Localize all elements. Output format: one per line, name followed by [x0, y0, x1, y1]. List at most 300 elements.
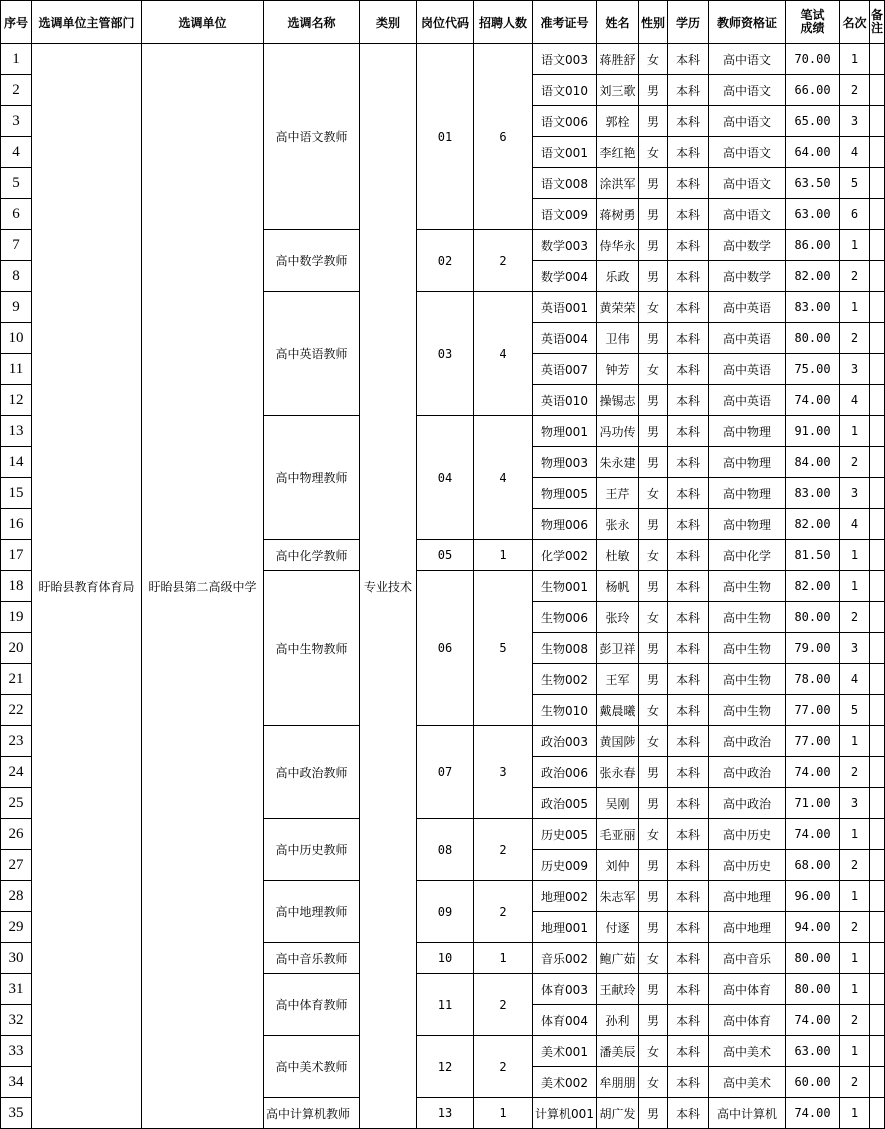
score-cell: 77.00: [786, 695, 840, 726]
rank-cell: 1: [840, 540, 870, 571]
gender-cell: 女: [639, 354, 668, 385]
position-name-cell: 高中美术教师: [264, 1036, 360, 1098]
name-cell: 付逐: [597, 912, 639, 943]
rank-cell: 4: [840, 385, 870, 416]
rank-cell: 2: [840, 912, 870, 943]
cert-cell: 高中数学: [709, 230, 786, 261]
score-cell: 60.00: [786, 1067, 840, 1098]
exam-no-cell: 地理001: [533, 912, 597, 943]
name-cell: 张玲: [597, 602, 639, 633]
education-cell: 本科: [668, 726, 709, 757]
score-cell: 82.00: [786, 261, 840, 292]
note-cell: [870, 1067, 885, 1098]
name-cell: 朱志军: [597, 881, 639, 912]
cert-cell: 高中历史: [709, 819, 786, 850]
seq-cell: 27: [1, 850, 32, 881]
rank-cell: 1: [840, 974, 870, 1005]
score-cell: 79.00: [786, 633, 840, 664]
note-cell: [870, 292, 885, 323]
cert-cell: 高中物理: [709, 509, 786, 540]
gender-cell: 男: [639, 881, 668, 912]
exam-no-cell: 美术002: [533, 1067, 597, 1098]
education-cell: 本科: [668, 261, 709, 292]
score-cell: 94.00: [786, 912, 840, 943]
gender-cell: 男: [639, 788, 668, 819]
cert-cell: 高中历史: [709, 850, 786, 881]
name-cell: 蒋树勇: [597, 199, 639, 230]
exam-no-cell: 生物006: [533, 602, 597, 633]
education-cell: 本科: [668, 788, 709, 819]
header-rank: 名次: [840, 1, 870, 44]
gender-cell: 男: [639, 664, 668, 695]
header-education: 学历: [668, 1, 709, 44]
header-note: 备注: [870, 1, 885, 44]
position-name-cell: 高中语文教师: [264, 44, 360, 230]
note-cell: [870, 633, 885, 664]
exam-no-cell: 体育004: [533, 1005, 597, 1036]
exam-no-cell: 化学002: [533, 540, 597, 571]
exam-no-cell: 语文010: [533, 75, 597, 106]
rank-cell: 2: [840, 850, 870, 881]
position-name-cell: 高中生物教师: [264, 571, 360, 726]
count-cell: 4: [474, 292, 533, 416]
score-cell: 74.00: [786, 757, 840, 788]
position-name-cell: 高中体育教师: [264, 974, 360, 1036]
gender-cell: 男: [639, 323, 668, 354]
table-row: [1, 44, 885, 75]
exam-no-cell: 地理002: [533, 881, 597, 912]
cert-cell: 高中英语: [709, 354, 786, 385]
exam-no-cell: 历史009: [533, 850, 597, 881]
rank-cell: 2: [840, 261, 870, 292]
name-cell: 蒋胜舒: [597, 44, 639, 75]
name-cell: 戴晨曦: [597, 695, 639, 726]
header-score: 笔试成绩: [786, 1, 840, 44]
gender-cell: 男: [639, 106, 668, 137]
cert-cell: 高中生物: [709, 571, 786, 602]
seq-cell: 14: [1, 447, 32, 478]
score-cell: 83.00: [786, 478, 840, 509]
gender-cell: 女: [639, 695, 668, 726]
score-cell: 74.00: [786, 385, 840, 416]
rank-cell: 1: [840, 416, 870, 447]
header-unit: 选调单位: [142, 1, 264, 44]
gender-cell: 男: [639, 168, 668, 199]
note-cell: [870, 757, 885, 788]
education-cell: 本科: [668, 850, 709, 881]
cert-cell: 高中生物: [709, 695, 786, 726]
name-cell: 张永春: [597, 757, 639, 788]
score-cell: 96.00: [786, 881, 840, 912]
education-cell: 本科: [668, 602, 709, 633]
cert-cell: 高中语文: [709, 44, 786, 75]
header-category: 类别: [360, 1, 417, 44]
position-name-cell: 高中化学教师: [264, 540, 360, 571]
seq-cell: 4: [1, 137, 32, 168]
name-cell: 王献玲: [597, 974, 639, 1005]
header-dept: 选调单位主管部门: [32, 1, 142, 44]
gender-cell: 男: [639, 230, 668, 261]
score-cell: 91.00: [786, 416, 840, 447]
education-cell: 本科: [668, 881, 709, 912]
count-cell: 6: [474, 44, 533, 230]
gender-cell: 男: [639, 75, 668, 106]
note-cell: [870, 1036, 885, 1067]
seq-cell: 32: [1, 1005, 32, 1036]
note-cell: [870, 385, 885, 416]
education-cell: 本科: [668, 664, 709, 695]
seq-cell: 31: [1, 974, 32, 1005]
note-cell: [870, 106, 885, 137]
position-code-cell: 08: [417, 819, 474, 881]
seq-cell: 7: [1, 230, 32, 261]
name-cell: 卫伟: [597, 323, 639, 354]
education-cell: 本科: [668, 416, 709, 447]
note-cell: [870, 726, 885, 757]
gender-cell: 男: [639, 912, 668, 943]
rank-cell: 1: [840, 943, 870, 974]
seq-cell: 18: [1, 571, 32, 602]
rank-cell: 1: [840, 726, 870, 757]
cert-cell: 高中政治: [709, 726, 786, 757]
exam-no-cell: 计算机001: [533, 1098, 597, 1129]
education-cell: 本科: [668, 819, 709, 850]
name-cell: 刘三歌: [597, 75, 639, 106]
cert-cell: 高中物理: [709, 478, 786, 509]
position-name-cell: 高中政治教师: [264, 726, 360, 819]
education-cell: 本科: [668, 1036, 709, 1067]
note-cell: [870, 509, 885, 540]
rank-cell: 3: [840, 788, 870, 819]
score-cell: 80.00: [786, 602, 840, 633]
exam-no-cell: 语文008: [533, 168, 597, 199]
exam-no-cell: 数学003: [533, 230, 597, 261]
seq-cell: 29: [1, 912, 32, 943]
count-cell: 2: [474, 881, 533, 943]
note-cell: [870, 850, 885, 881]
cert-cell: 高中英语: [709, 292, 786, 323]
cert-cell: 高中英语: [709, 385, 786, 416]
gender-cell: 女: [639, 540, 668, 571]
seq-cell: 24: [1, 757, 32, 788]
education-cell: 本科: [668, 571, 709, 602]
score-cell: 74.00: [786, 1098, 840, 1129]
cert-cell: 高中英语: [709, 323, 786, 354]
exam-no-cell: 历史005: [533, 819, 597, 850]
exam-no-cell: 语文003: [533, 44, 597, 75]
cert-cell: 高中音乐: [709, 943, 786, 974]
education-cell: 本科: [668, 1067, 709, 1098]
name-cell: 李红艳: [597, 137, 639, 168]
name-cell: 吴刚: [597, 788, 639, 819]
exam-no-cell: 数学004: [533, 261, 597, 292]
note-cell: [870, 540, 885, 571]
note-cell: [870, 788, 885, 819]
name-cell: 郭栓: [597, 106, 639, 137]
rank-cell: 1: [840, 1098, 870, 1129]
gender-cell: 女: [639, 292, 668, 323]
gender-cell: 男: [639, 261, 668, 292]
position-code-cell: 05: [417, 540, 474, 571]
rank-cell: 3: [840, 354, 870, 385]
gender-cell: 男: [639, 199, 668, 230]
cert-cell: 高中地理: [709, 881, 786, 912]
seq-cell: 16: [1, 509, 32, 540]
score-cell: 70.00: [786, 44, 840, 75]
name-cell: 黄国陟: [597, 726, 639, 757]
education-cell: 本科: [668, 1005, 709, 1036]
rank-cell: 6: [840, 199, 870, 230]
score-cell: 81.50: [786, 540, 840, 571]
count-cell: 1: [474, 540, 533, 571]
score-cell: 75.00: [786, 354, 840, 385]
cert-cell: 高中语文: [709, 75, 786, 106]
rank-cell: 1: [840, 230, 870, 261]
seq-cell: 25: [1, 788, 32, 819]
gender-cell: 女: [639, 943, 668, 974]
header-seq: 序号: [1, 1, 32, 44]
score-cell: 71.00: [786, 788, 840, 819]
name-cell: 黄荣荣: [597, 292, 639, 323]
count-cell: 3: [474, 726, 533, 819]
seq-cell: 17: [1, 540, 32, 571]
note-cell: [870, 168, 885, 199]
exam-no-cell: 生物002: [533, 664, 597, 695]
education-cell: 本科: [668, 385, 709, 416]
name-cell: 张永: [597, 509, 639, 540]
gender-cell: 女: [639, 478, 668, 509]
cert-cell: 高中数学: [709, 261, 786, 292]
score-cell: 64.00: [786, 137, 840, 168]
rank-cell: 2: [840, 1067, 870, 1098]
rank-cell: 4: [840, 137, 870, 168]
seq-cell: 6: [1, 199, 32, 230]
cert-cell: 高中物理: [709, 416, 786, 447]
seq-cell: 9: [1, 292, 32, 323]
note-cell: [870, 881, 885, 912]
note-cell: [870, 819, 885, 850]
seq-cell: 8: [1, 261, 32, 292]
rank-cell: 1: [840, 44, 870, 75]
rank-cell: 2: [840, 757, 870, 788]
exam-no-cell: 政治003: [533, 726, 597, 757]
header-exam-no: 准考证号: [533, 1, 597, 44]
cert-cell: 高中化学: [709, 540, 786, 571]
header-count: 招聘人数: [474, 1, 533, 44]
position-code-cell: 01: [417, 44, 474, 230]
position-name-cell: 高中音乐教师: [264, 943, 360, 974]
rank-cell: 2: [840, 602, 870, 633]
note-cell: [870, 1005, 885, 1036]
seq-cell: 35: [1, 1098, 32, 1129]
gender-cell: 女: [639, 1036, 668, 1067]
cert-cell: 高中体育: [709, 1005, 786, 1036]
score-cell: 82.00: [786, 571, 840, 602]
rank-cell: 5: [840, 695, 870, 726]
rank-cell: 5: [840, 168, 870, 199]
seq-cell: 11: [1, 354, 32, 385]
position-code-cell: 06: [417, 571, 474, 726]
exam-no-cell: 美术001: [533, 1036, 597, 1067]
note-cell: [870, 912, 885, 943]
seq-cell: 30: [1, 943, 32, 974]
note-cell: [870, 261, 885, 292]
rank-cell: 1: [840, 819, 870, 850]
name-cell: 侍华永: [597, 230, 639, 261]
rank-cell: 2: [840, 323, 870, 354]
education-cell: 本科: [668, 447, 709, 478]
count-cell: 1: [474, 1098, 533, 1129]
exam-no-cell: 英语010: [533, 385, 597, 416]
score-cell: 63.00: [786, 199, 840, 230]
seq-cell: 12: [1, 385, 32, 416]
position-code-cell: 11: [417, 974, 474, 1036]
count-cell: 5: [474, 571, 533, 726]
position-name-cell: 高中英语教师: [264, 292, 360, 416]
score-cell: 68.00: [786, 850, 840, 881]
rank-cell: 1: [840, 292, 870, 323]
header-row: [1, 1, 885, 44]
note-cell: [870, 1098, 885, 1129]
note-cell: [870, 137, 885, 168]
rank-cell: 3: [840, 478, 870, 509]
exam-no-cell: 语文001: [533, 137, 597, 168]
position-code-cell: 03: [417, 292, 474, 416]
category-cell: 专业技术: [360, 44, 417, 1129]
cert-cell: 高中语文: [709, 199, 786, 230]
seq-cell: 33: [1, 1036, 32, 1067]
cert-cell: 高中体育: [709, 974, 786, 1005]
exam-no-cell: 体育003: [533, 974, 597, 1005]
gender-cell: 女: [639, 602, 668, 633]
exam-no-cell: 生物001: [533, 571, 597, 602]
rank-cell: 1: [840, 1036, 870, 1067]
score-cell: 80.00: [786, 323, 840, 354]
exam-no-cell: 物理006: [533, 509, 597, 540]
position-code-cell: 04: [417, 416, 474, 540]
name-cell: 牟朋朋: [597, 1067, 639, 1098]
cert-cell: 高中语文: [709, 137, 786, 168]
header-cert: 教师资格证: [709, 1, 786, 44]
cert-cell: 高中生物: [709, 633, 786, 664]
seq-cell: 19: [1, 602, 32, 633]
gender-cell: 男: [639, 416, 668, 447]
gender-cell: 女: [639, 1067, 668, 1098]
rank-cell: 1: [840, 881, 870, 912]
seq-cell: 34: [1, 1067, 32, 1098]
seq-cell: 21: [1, 664, 32, 695]
seq-cell: 2: [1, 75, 32, 106]
rank-cell: 3: [840, 106, 870, 137]
count-cell: 2: [474, 819, 533, 881]
gender-cell: 男: [639, 385, 668, 416]
header-position-name: 选调名称: [264, 1, 360, 44]
cert-cell: 高中美术: [709, 1036, 786, 1067]
exam-no-cell: 英语004: [533, 323, 597, 354]
rank-cell: 2: [840, 447, 870, 478]
gender-cell: 男: [639, 757, 668, 788]
education-cell: 本科: [668, 75, 709, 106]
gender-cell: 女: [639, 726, 668, 757]
education-cell: 本科: [668, 230, 709, 261]
name-cell: 操锡志: [597, 385, 639, 416]
exam-no-cell: 政治005: [533, 788, 597, 819]
education-cell: 本科: [668, 757, 709, 788]
position-code-cell: 07: [417, 726, 474, 819]
gender-cell: 男: [639, 850, 668, 881]
note-cell: [870, 571, 885, 602]
gender-cell: 男: [639, 571, 668, 602]
exam-no-cell: 政治006: [533, 757, 597, 788]
count-cell: 2: [474, 974, 533, 1036]
position-name-cell: 高中历史教师: [264, 819, 360, 881]
score-cell: 74.00: [786, 1005, 840, 1036]
education-cell: 本科: [668, 199, 709, 230]
position-code-cell: 10: [417, 943, 474, 974]
education-cell: 本科: [668, 540, 709, 571]
name-cell: 乐政: [597, 261, 639, 292]
exam-no-cell: 英语001: [533, 292, 597, 323]
exam-no-cell: 生物010: [533, 695, 597, 726]
position-code-cell: 12: [417, 1036, 474, 1098]
name-cell: 鲍广茹: [597, 943, 639, 974]
count-cell: 2: [474, 1036, 533, 1098]
education-cell: 本科: [668, 974, 709, 1005]
seq-cell: 13: [1, 416, 32, 447]
note-cell: [870, 602, 885, 633]
count-cell: 2: [474, 230, 533, 292]
rank-cell: 2: [840, 1005, 870, 1036]
note-cell: [870, 354, 885, 385]
note-cell: [870, 478, 885, 509]
rank-cell: 3: [840, 633, 870, 664]
name-cell: 朱永建: [597, 447, 639, 478]
note-cell: [870, 943, 885, 974]
name-cell: 刘仲: [597, 850, 639, 881]
cert-cell: 高中政治: [709, 788, 786, 819]
gender-cell: 女: [639, 44, 668, 75]
cert-cell: 高中计算机: [709, 1098, 786, 1129]
score-cell: 86.00: [786, 230, 840, 261]
gender-cell: 女: [639, 819, 668, 850]
gender-cell: 男: [639, 633, 668, 664]
education-cell: 本科: [668, 509, 709, 540]
cert-cell: 高中语文: [709, 168, 786, 199]
name-cell: 冯功传: [597, 416, 639, 447]
position-name-cell: 高中数学教师: [264, 230, 360, 292]
note-cell: [870, 664, 885, 695]
header-position-code: 岗位代码: [417, 1, 474, 44]
exam-no-cell: 物理005: [533, 478, 597, 509]
dept-cell: 盱眙县教育体育局: [32, 44, 142, 1129]
education-cell: 本科: [668, 695, 709, 726]
gender-cell: 女: [639, 137, 668, 168]
score-cell: 65.00: [786, 106, 840, 137]
score-cell: 82.00: [786, 509, 840, 540]
exam-no-cell: 音乐002: [533, 943, 597, 974]
rank-cell: 1: [840, 571, 870, 602]
name-cell: 胡广发: [597, 1098, 639, 1129]
score-cell: 66.00: [786, 75, 840, 106]
gender-cell: 男: [639, 1005, 668, 1036]
exam-no-cell: 语文006: [533, 106, 597, 137]
seq-cell: 26: [1, 819, 32, 850]
education-cell: 本科: [668, 633, 709, 664]
note-cell: [870, 974, 885, 1005]
position-code-cell: 09: [417, 881, 474, 943]
score-cell: 63.50: [786, 168, 840, 199]
note-cell: [870, 199, 885, 230]
